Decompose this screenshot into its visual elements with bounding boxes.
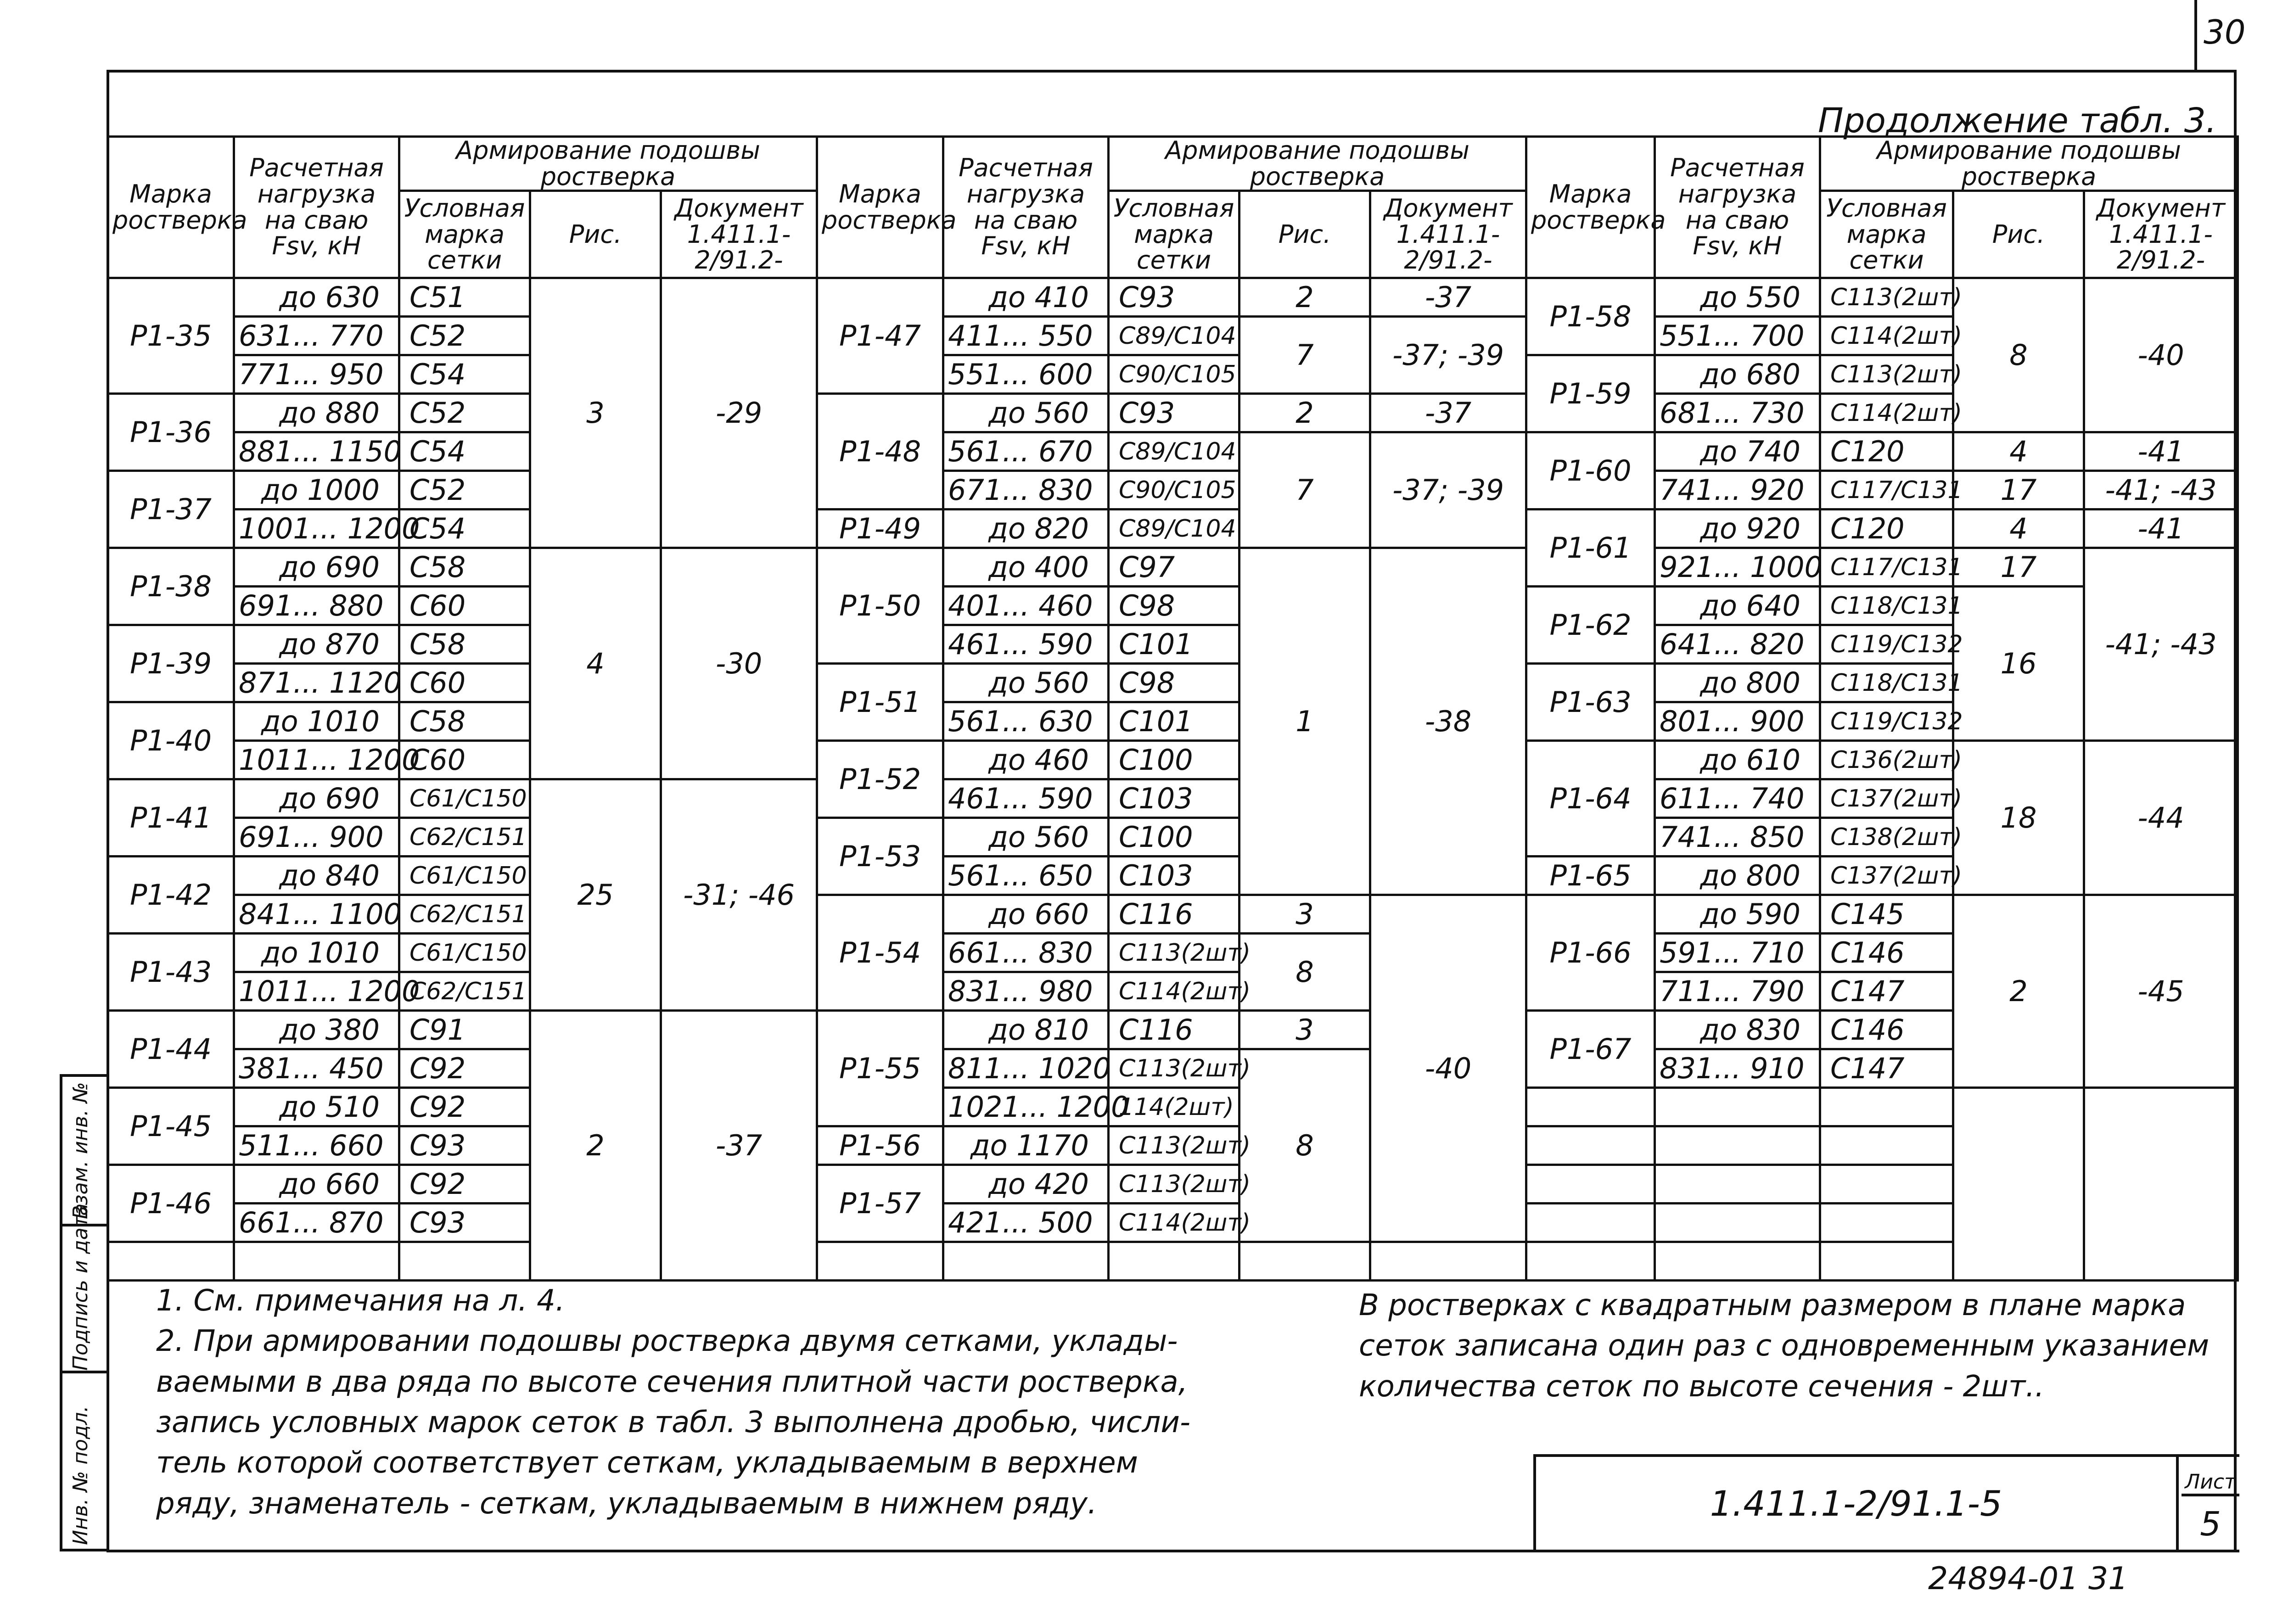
cell-mark: Р1-37 xyxy=(108,471,234,548)
cell-load: до 1010 xyxy=(234,702,399,741)
cell-fig: 3 xyxy=(530,278,661,548)
cell-load: 561... 650 xyxy=(943,857,1109,895)
cell-load: 381... 450 xyxy=(234,1049,399,1088)
header-mesh-mark: Условная марка сетки xyxy=(1820,191,1953,278)
cell-mesh xyxy=(399,1242,530,1281)
cell-doc: -44 xyxy=(2084,741,2238,895)
cell-doc: -37; -39 xyxy=(1370,317,1526,394)
cell-load: 1011... 1200 xyxy=(234,972,399,1011)
cell-mark: Р1-39 xyxy=(108,625,234,702)
cell-mesh: С62/С151 xyxy=(399,972,530,1011)
cell-mesh: С113(2шт) xyxy=(1109,1165,1239,1204)
cell-mark: Р1-59 xyxy=(1526,355,1655,432)
cell-mesh: С90/С105 xyxy=(1109,471,1239,510)
cell-load: 691... 880 xyxy=(234,587,399,625)
header-fig: Рис. xyxy=(530,191,661,278)
header-doc: Документ 1.411.1-2/91.2- xyxy=(1370,191,1526,278)
cell-mesh xyxy=(1820,1126,1953,1165)
cell-mark: Р1-36 xyxy=(108,394,234,471)
note-line: запись условных марок сеток в табл. 3 выполнена дробью, числи- xyxy=(156,1405,1191,1439)
note-line: ряду, знаменатель - сеткам, укладываемым в нижнем ряду. xyxy=(156,1486,1097,1521)
cell-mesh: С136(2шт) xyxy=(1820,741,1953,779)
cell-mesh: С138(2шт) xyxy=(1820,818,1953,857)
cell-load: 881... 1150 xyxy=(234,432,399,471)
cell-mesh: С137(2шт) xyxy=(1820,857,1953,895)
cell-doc xyxy=(1370,1242,1526,1281)
cell-mesh xyxy=(1820,1242,1953,1281)
note-line: ваемыми в два ряда по высоте сечения плитной части ростверка, xyxy=(156,1365,1188,1399)
cell-mesh: С113(2шт) xyxy=(1109,1049,1239,1088)
cell-fig: 2 xyxy=(1239,278,1370,317)
cell-mesh: С113(2шт) xyxy=(1109,1126,1239,1165)
header-mesh-mark: Условная марка сетки xyxy=(1109,191,1239,278)
cell-mark: Р1-50 xyxy=(817,548,943,664)
cell-mark: Р1-49 xyxy=(817,510,943,548)
cell-load: 661... 870 xyxy=(234,1204,399,1242)
table-row xyxy=(1526,1088,2238,1126)
cell-load: 741... 920 xyxy=(1655,471,1820,510)
cell-doc: -40 xyxy=(2084,278,2238,432)
cell-load: 771... 950 xyxy=(234,355,399,394)
cell-load: 461... 590 xyxy=(943,779,1109,818)
cell-mesh: С58 xyxy=(399,702,530,741)
cell-load xyxy=(1655,1088,1820,1126)
title-stamp xyxy=(1533,1454,2239,1552)
cell-fig: 2 xyxy=(530,1011,661,1281)
cell-load: 591... 710 xyxy=(1655,934,1820,972)
cell-mesh: С58 xyxy=(399,625,530,664)
cell-doc: -41 xyxy=(2084,432,2238,471)
cell-fig: 2 xyxy=(1953,895,2084,1088)
table-row xyxy=(817,1242,1526,1281)
cell-doc: -31; -46 xyxy=(661,779,817,1011)
archive-code: 24894-01 31 xyxy=(1928,1561,2128,1597)
cell-fig: 8 xyxy=(1239,1049,1370,1242)
cell-mesh: С114(2шт) xyxy=(1820,317,1953,355)
cell-load: 841... 1100 xyxy=(234,895,399,934)
cell-load: 551... 700 xyxy=(1655,317,1820,355)
cell-mesh: С93 xyxy=(1109,278,1239,317)
cell-mark xyxy=(1526,1165,1655,1204)
table-row xyxy=(108,278,817,317)
cell-load: 691... 900 xyxy=(234,818,399,857)
cell-mesh: С116 xyxy=(1109,895,1239,934)
cell-load: до 560 xyxy=(943,394,1109,432)
cell-fig: 25 xyxy=(530,779,661,1011)
cell-mark: Р1-44 xyxy=(108,1011,234,1088)
cell-mesh: С93 xyxy=(1109,394,1239,432)
cell-mesh: С52 xyxy=(399,471,530,510)
cell-mesh: С60 xyxy=(399,741,530,779)
cell-doc: -37 xyxy=(1370,278,1526,317)
cell-load: 641... 820 xyxy=(1655,625,1820,664)
cell-load: 401... 460 xyxy=(943,587,1109,625)
cell-fig: 18 xyxy=(1953,741,2084,895)
cell-mesh: С60 xyxy=(399,587,530,625)
cell-load: до 690 xyxy=(234,548,399,587)
cell-mesh: С58 xyxy=(399,548,530,587)
cell-mesh: С54 xyxy=(399,355,530,394)
cell-load: 511... 660 xyxy=(234,1126,399,1165)
cell-mesh: С146 xyxy=(1820,1011,1953,1049)
cell-mark: Р1-40 xyxy=(108,702,234,779)
cell-load: 681... 730 xyxy=(1655,394,1820,432)
cell-mark: Р1-66 xyxy=(1526,895,1655,1011)
cell-load: до 870 xyxy=(234,625,399,664)
cell-mesh: С117/С131 xyxy=(1820,548,1953,587)
cell-load: 631... 770 xyxy=(234,317,399,355)
table-row xyxy=(817,278,1526,317)
cell-load: до 420 xyxy=(943,1165,1109,1204)
header-fig: Рис. xyxy=(1953,191,2084,278)
cell-mesh: С145 xyxy=(1820,895,1953,934)
cell-fig: 7 xyxy=(1239,317,1370,394)
cell-load xyxy=(1655,1242,1820,1281)
cell-doc: -38 xyxy=(1370,548,1526,895)
cell-load: до 800 xyxy=(1655,664,1820,702)
cell-mesh: С147 xyxy=(1820,972,1953,1011)
cell-mark: Р1-47 xyxy=(817,278,943,394)
cell-load: 551... 600 xyxy=(943,355,1109,394)
cell-mesh xyxy=(1820,1204,1953,1242)
cell-mark: Р1-62 xyxy=(1526,587,1655,664)
table-row xyxy=(817,548,1526,587)
cell-mesh: С52 xyxy=(399,317,530,355)
cell-mesh: С98 xyxy=(1109,664,1239,702)
left-tab-replace: Взам. инв. № xyxy=(69,1082,92,1219)
cell-load: до 460 xyxy=(943,741,1109,779)
cell-load: до 810 xyxy=(943,1011,1109,1049)
cell-mesh: С103 xyxy=(1109,857,1239,895)
cell-load: до 800 xyxy=(1655,857,1820,895)
note-line: В ростверках с квадратным размером в плане марка xyxy=(1359,1288,2186,1322)
cell-mesh: С114(2шт) xyxy=(1109,972,1239,1011)
cell-load: 871... 1120 xyxy=(234,664,399,702)
cell-fig: 3 xyxy=(1239,895,1370,934)
cell-mesh: С100 xyxy=(1109,818,1239,857)
cell-load: до 560 xyxy=(943,664,1109,702)
cell-mesh: С61/С150 xyxy=(399,779,530,818)
cell-mesh: С101 xyxy=(1109,702,1239,741)
cell-load: до 660 xyxy=(234,1165,399,1204)
table-row xyxy=(817,895,1526,934)
cell-load xyxy=(943,1242,1109,1281)
cell-doc: -40 xyxy=(1370,895,1526,1242)
cell-mesh: С113(2шт) xyxy=(1820,355,1953,394)
cell-mark: Р1-48 xyxy=(817,394,943,510)
table-row xyxy=(1526,432,2238,471)
table-row xyxy=(1526,510,2238,548)
cell-mesh: С116 xyxy=(1109,1011,1239,1049)
cell-mark xyxy=(1526,1204,1655,1242)
cell-mark: Р1-58 xyxy=(1526,278,1655,355)
cell-mark: Р1-67 xyxy=(1526,1011,1655,1088)
cell-load: до 590 xyxy=(1655,895,1820,934)
cell-load xyxy=(1655,1126,1820,1165)
cell-fig: 17 xyxy=(1953,471,2084,510)
cell-load xyxy=(234,1242,399,1281)
note-line: тель которой соответствует сеткам, укладываемым в верхнем xyxy=(156,1446,1138,1480)
cell-mesh: С113(2шт) xyxy=(1109,934,1239,972)
cell-mesh: С61/С150 xyxy=(399,934,530,972)
cell-mark: Р1-41 xyxy=(108,779,234,857)
cell-load: до 510 xyxy=(234,1088,399,1126)
cell-load: 801... 900 xyxy=(1655,702,1820,741)
header-mark: Марка ростверка xyxy=(108,137,234,278)
cell-mark xyxy=(1526,1126,1655,1165)
cell-doc: -37; -39 xyxy=(1370,432,1526,548)
table-section-1 xyxy=(107,135,818,1282)
cell-load: 561... 630 xyxy=(943,702,1109,741)
left-binding-strip xyxy=(60,1074,107,1551)
cell-load: 921... 1000 xyxy=(1655,548,1820,587)
cell-mark: Р1-60 xyxy=(1526,432,1655,510)
cell-fig: 17 xyxy=(1953,548,2084,587)
cell-load: до 400 xyxy=(943,548,1109,587)
cell-mark: Р1-46 xyxy=(108,1165,234,1242)
table-row xyxy=(1526,895,2238,934)
table-section-2 xyxy=(816,135,1527,1282)
cell-doc: -45 xyxy=(2084,895,2238,1088)
cell-mesh: С117/С131 xyxy=(1820,471,1953,510)
cell-load: 741... 850 xyxy=(1655,818,1820,857)
cell-mark: Р1-38 xyxy=(108,548,234,625)
header-reinforcement: Армирование подошвы ростверка xyxy=(1820,137,2238,191)
cell-load: 1011... 1200 xyxy=(234,741,399,779)
notes-right xyxy=(1359,1285,2240,1407)
cell-mark: Р1-64 xyxy=(1526,741,1655,857)
cell-mesh: С119/С132 xyxy=(1820,702,1953,741)
cell-mesh: С62/С151 xyxy=(399,895,530,934)
cell-load: до 1000 xyxy=(234,471,399,510)
cell-mark: Р1-65 xyxy=(1526,857,1655,895)
cell-mark: Р1-42 xyxy=(108,857,234,934)
cell-mesh: С98 xyxy=(1109,587,1239,625)
cell-load: до 690 xyxy=(234,779,399,818)
cell-mesh: С113(2шт) xyxy=(1820,278,1953,317)
cell-load: до 920 xyxy=(1655,510,1820,548)
cell-load: до 680 xyxy=(1655,355,1820,394)
sheet-number: 5 xyxy=(2200,1505,2221,1543)
note-line: количества сеток по высоте сечения - 2шт.. xyxy=(1359,1369,2044,1404)
cell-mesh: С118/С131 xyxy=(1820,587,1953,625)
page-number: 30 xyxy=(2204,13,2246,51)
cell-load: 811... 1020 xyxy=(943,1049,1109,1088)
cell-load: до 1170 xyxy=(943,1126,1109,1165)
cell-load: 831... 980 xyxy=(943,972,1109,1011)
cell-load: 831... 910 xyxy=(1655,1049,1820,1088)
cell-load: 611... 740 xyxy=(1655,779,1820,818)
cell-mesh: С120 xyxy=(1820,510,1953,548)
cell-load: до 820 xyxy=(943,510,1109,548)
cell-load: до 830 xyxy=(1655,1011,1820,1049)
left-tab-inv: Инв. № подл. xyxy=(69,1406,92,1545)
cell-doc: -37 xyxy=(661,1011,817,1281)
note-line: сеток записана один раз с одновременным указанием xyxy=(1359,1329,2210,1363)
cell-fig xyxy=(1239,1242,1370,1281)
notes-left xyxy=(156,1281,1331,1524)
cell-mark xyxy=(1526,1242,1655,1281)
cell-load xyxy=(1655,1204,1820,1242)
cell-doc: -37 xyxy=(1370,394,1526,432)
cell-doc: -41; -43 xyxy=(2084,471,2238,510)
cell-load xyxy=(1655,1165,1820,1204)
cell-mark: Р1-56 xyxy=(817,1126,943,1165)
cell-doc: -30 xyxy=(661,548,817,779)
cell-mesh: С103 xyxy=(1109,779,1239,818)
note-line: 2. При армировании подошвы ростверка двумя сетками, уклады- xyxy=(156,1324,1178,1359)
cell-load: 711... 790 xyxy=(1655,972,1820,1011)
cell-mesh: С90/С105 xyxy=(1109,355,1239,394)
cell-mesh: С114(2шт) xyxy=(1820,394,1953,432)
cell-load: до 660 xyxy=(943,895,1109,934)
cell-mesh: С62/С151 xyxy=(399,818,530,857)
cell-load: 1021... 1200 xyxy=(943,1088,1109,1126)
table-row xyxy=(1526,278,2238,317)
document-code: 1.411.1-2/91.1-5 xyxy=(1536,1457,2179,1550)
cell-mesh: С51 xyxy=(399,278,530,317)
header-mark: Марка ростверка xyxy=(817,137,943,278)
cell-mark xyxy=(108,1242,234,1281)
cell-mesh: С100 xyxy=(1109,741,1239,779)
cell-mesh: С92 xyxy=(399,1165,530,1204)
cell-load: 671... 830 xyxy=(943,471,1109,510)
cell-mesh: С89/С104 xyxy=(1109,432,1239,471)
cell-mesh: С91 xyxy=(399,1011,530,1049)
table-row xyxy=(817,394,1526,432)
cell-mark: Р1-43 xyxy=(108,934,234,1011)
cell-fig: 4 xyxy=(1953,510,2084,548)
cell-load: до 610 xyxy=(1655,741,1820,779)
header-doc: Документ 1.411.1-2/91.2- xyxy=(661,191,817,278)
table-row xyxy=(1526,741,2238,779)
cell-fig: 4 xyxy=(1953,432,2084,471)
cell-load: до 880 xyxy=(234,394,399,432)
cell-load: до 1010 xyxy=(234,934,399,972)
header-reinforcement: Армирование подошвы ростверка xyxy=(1109,137,1526,191)
cell-mesh: С120 xyxy=(1820,432,1953,471)
cell-mesh: С54 xyxy=(399,432,530,471)
cell-mesh: С60 xyxy=(399,664,530,702)
cell-mesh: С119/С132 xyxy=(1820,625,1953,664)
cell-mesh: С89/С104 xyxy=(1109,510,1239,548)
cell-mesh: С114(2шт) xyxy=(1109,1204,1239,1242)
cell-doc: -29 xyxy=(661,278,817,548)
cell-load: 461... 590 xyxy=(943,625,1109,664)
cell-mark: Р1-54 xyxy=(817,895,943,1011)
cell-mark: Р1-61 xyxy=(1526,510,1655,587)
header-reinforcement: Армирование подошвы ростверка xyxy=(399,137,817,191)
cell-mesh xyxy=(1820,1088,1953,1126)
left-tab-sign: Подпись и дата xyxy=(69,1203,92,1371)
cell-doc xyxy=(2084,1088,2238,1281)
cell-fig: 8 xyxy=(1953,278,2084,432)
table-section-3 xyxy=(1525,135,2239,1282)
table-row xyxy=(108,548,817,587)
cell-mesh: С54 xyxy=(399,510,530,548)
cell-mesh: С146 xyxy=(1820,934,1953,972)
cell-load: до 410 xyxy=(943,278,1109,317)
cell-fig: 8 xyxy=(1239,934,1370,1011)
cell-mesh xyxy=(1109,1242,1239,1281)
header-load: Расчетная нагрузка на сваю Fsv, кН xyxy=(943,137,1109,278)
cell-load: до 840 xyxy=(234,857,399,895)
table-row xyxy=(108,1011,817,1049)
cell-load: до 640 xyxy=(1655,587,1820,625)
cell-mark: Р1-52 xyxy=(817,741,943,818)
header-mesh-mark: Условная марка сетки xyxy=(399,191,530,278)
cell-doc: -41; -43 xyxy=(2084,548,2238,741)
cell-mesh: С118/С131 xyxy=(1820,664,1953,702)
header-load: Расчетная нагрузка на сваю Fsv, кН xyxy=(234,137,399,278)
cell-mesh: 114(2шт) xyxy=(1109,1088,1239,1126)
cell-load: 411... 550 xyxy=(943,317,1109,355)
header-load: Расчетная нагрузка на сваю Fsv, кН xyxy=(1655,137,1820,278)
cell-mark: Р1-35 xyxy=(108,278,234,394)
cell-mesh: С52 xyxy=(399,394,530,432)
cell-mark: Р1-63 xyxy=(1526,664,1655,741)
cell-mesh: С61/С150 xyxy=(399,857,530,895)
cell-mark: Р1-45 xyxy=(108,1088,234,1165)
continuation-label: Продолжение табл. 3. xyxy=(1818,101,2217,140)
cell-mesh: С92 xyxy=(399,1049,530,1088)
top-border-mark xyxy=(2194,0,2197,70)
cell-fig xyxy=(1953,1088,2084,1281)
cell-mark: Р1-51 xyxy=(817,664,943,741)
cell-mesh: С101 xyxy=(1109,625,1239,664)
cell-load: 561... 670 xyxy=(943,432,1109,471)
cell-fig: 3 xyxy=(1239,1011,1370,1049)
cell-mesh xyxy=(1820,1165,1953,1204)
cell-fig: 2 xyxy=(1239,394,1370,432)
cell-mark: Р1-55 xyxy=(817,1011,943,1126)
cell-doc: -41 xyxy=(2084,510,2238,548)
cell-mark xyxy=(1526,1088,1655,1126)
cell-mesh: С93 xyxy=(399,1204,530,1242)
cell-mesh: С89/С104 xyxy=(1109,317,1239,355)
cell-fig: 16 xyxy=(1953,587,2084,741)
cell-fig: 1 xyxy=(1239,548,1370,895)
header-mark: Марка ростверка xyxy=(1526,137,1655,278)
cell-mesh: С147 xyxy=(1820,1049,1953,1088)
table-row xyxy=(108,779,817,818)
cell-load: до 380 xyxy=(234,1011,399,1049)
cell-fig: 4 xyxy=(530,548,661,779)
cell-load: 421... 500 xyxy=(943,1204,1109,1242)
header-fig: Рис. xyxy=(1239,191,1370,278)
cell-load: 1001... 1200 xyxy=(234,510,399,548)
cell-load: до 740 xyxy=(1655,432,1820,471)
cell-mesh: С97 xyxy=(1109,548,1239,587)
header-doc: Документ 1.411.1-2/91.2- xyxy=(2084,191,2238,278)
cell-fig: 7 xyxy=(1239,432,1370,548)
note-line: 1. См. примечания на л. 4. xyxy=(156,1284,565,1318)
cell-mark: Р1-53 xyxy=(817,818,943,895)
cell-load: 661... 830 xyxy=(943,934,1109,972)
cell-load: до 550 xyxy=(1655,278,1820,317)
cell-mesh: С92 xyxy=(399,1088,530,1126)
cell-mark: Р1-57 xyxy=(817,1165,943,1242)
cell-mesh: С93 xyxy=(399,1126,530,1165)
sheet-label: Лист xyxy=(2182,1457,2239,1496)
cell-mesh: С137(2шт) xyxy=(1820,779,1953,818)
cell-load: до 630 xyxy=(234,278,399,317)
cell-mark xyxy=(817,1242,943,1281)
cell-load: до 560 xyxy=(943,818,1109,857)
